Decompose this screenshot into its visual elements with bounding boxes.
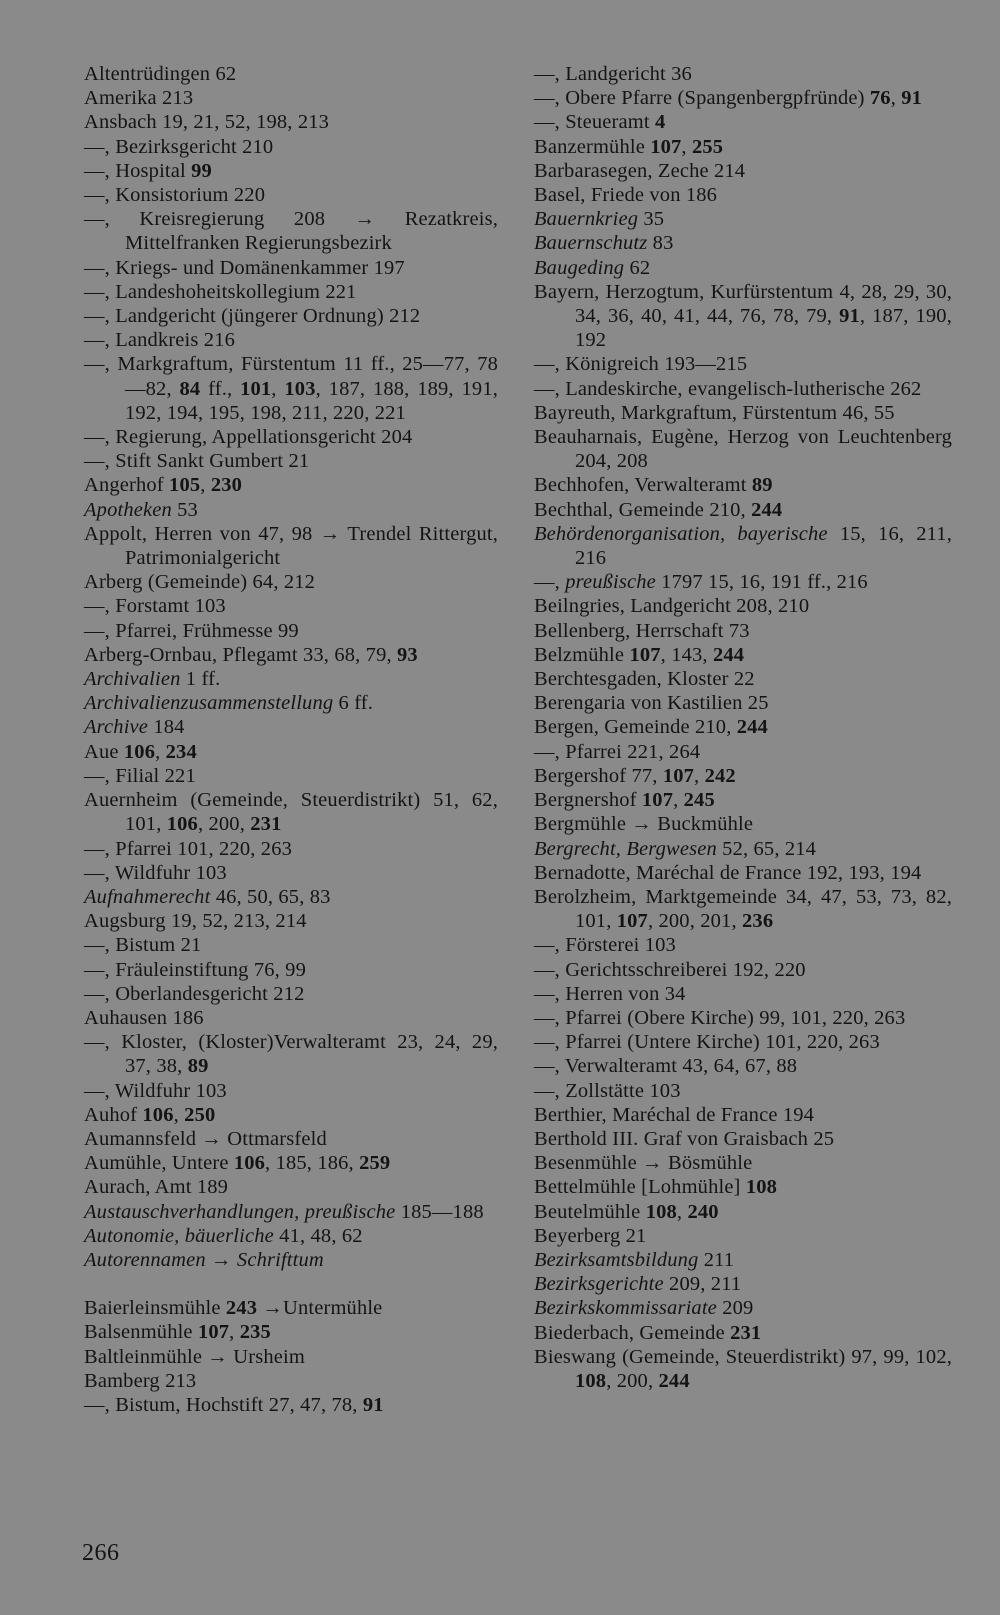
- index-entry: [534, 280, 952, 353]
- index-entry: [534, 231, 952, 255]
- entry-text: Berolzheim, Marktgemeinde 34, 47, 53, 73, 82, 101,: [534, 885, 952, 933]
- index-entry: [84, 304, 498, 328]
- entry-text: —, Regierung, Appellationsgericht 204: [84, 426, 413, 449]
- index-entry: [534, 764, 952, 788]
- index-entry: [534, 691, 952, 715]
- entry-text: Banzermühle: [534, 135, 651, 158]
- entry-text: ,: [173, 1103, 185, 1126]
- page-reference-bold: 4: [654, 111, 666, 134]
- index-entry: [534, 715, 952, 739]
- index-entry: [84, 183, 498, 207]
- entry-text: Berthier, Maréchal de France 194: [534, 1103, 815, 1126]
- entry-text: —, Gerichtsschreiberei 192, 220: [534, 958, 806, 981]
- index-entry: [84, 1393, 498, 1417]
- entry-text: Basel, Friede von 186: [534, 184, 718, 207]
- entry-text: ,: [673, 789, 684, 812]
- index-entry: [534, 1127, 952, 1151]
- index-entry: [534, 740, 952, 764]
- subject-term-italic: Behördenorganisation, bayerische: [534, 522, 828, 545]
- index-entry: [84, 110, 498, 134]
- index-entry: [534, 570, 952, 594]
- entry-text: —, Pfarrei, Frühmesse 99: [84, 619, 299, 642]
- entry-text: —, Oberlandesgericht 212: [84, 982, 305, 1005]
- entry-text: Bergnershof: [534, 789, 642, 812]
- index-column-right: [534, 62, 952, 1393]
- index-entry: [534, 958, 952, 982]
- entry-text: , 143,: [660, 643, 713, 666]
- index-entry: [534, 619, 952, 643]
- page-reference-bold: 250: [184, 1103, 216, 1126]
- index-entry: [534, 861, 952, 885]
- index-entry: [84, 1200, 498, 1224]
- page-reference-bold: 231: [250, 813, 282, 836]
- index-entry: [84, 764, 498, 788]
- index-entry: [84, 715, 498, 739]
- entry-text: Bieswang (Gemeinde, Steuerdistrikt) 97, 99, 102,: [534, 1345, 952, 1368]
- entry-text: Amerika 213: [84, 87, 194, 110]
- index-entry: [534, 643, 952, 667]
- index-entry: [534, 256, 952, 280]
- index-entry: [534, 135, 952, 159]
- index-entry: [84, 498, 498, 522]
- index-entry: [534, 110, 952, 134]
- entry-text: 1 ff.: [180, 668, 221, 691]
- entry-text: Baierleinsmühle: [84, 1297, 226, 1320]
- page-reference-bold: 105: [169, 474, 201, 497]
- index-entry: [534, 1175, 952, 1199]
- page-reference-bold: 244: [736, 716, 768, 739]
- page-reference-bold: 106: [233, 1152, 266, 1175]
- subject-term-italic: Bauernschutz: [534, 232, 648, 255]
- page-reference-bold: 236: [742, 910, 774, 933]
- index-entry: [534, 982, 952, 1006]
- index-entry: [534, 352, 952, 376]
- entry-text: Aurach, Amt 189: [84, 1176, 229, 1199]
- page-reference-bold: 108: [645, 1200, 677, 1223]
- index-entry: [84, 449, 498, 473]
- entry-text: Altentrüdingen 62: [84, 63, 237, 85]
- index-entry: [534, 62, 952, 86]
- index-entry: [84, 1079, 498, 1103]
- index-entry: [84, 522, 498, 570]
- index-entry: [534, 1296, 952, 1320]
- entry-text: —, Wildfuhr 103: [84, 861, 227, 884]
- entry-text: , 187, 190, 192: [575, 305, 952, 352]
- entry-text: —, Fräuleinstiftung 76, 99: [84, 958, 306, 981]
- entry-text: —, Herren von 34: [534, 982, 686, 1005]
- entry-text: 185—188: [395, 1200, 484, 1223]
- index-entry: [84, 159, 498, 183]
- entry-text: Berengaria von Kastilien 25: [534, 692, 769, 715]
- index-entry: [534, 401, 952, 425]
- entry-text: Beutelmühle: [534, 1200, 646, 1223]
- entry-text: —, Pfarrei 101, 220, 263: [84, 837, 292, 860]
- entry-text: , 187, 188, 189, 191, 192, 194, 195, 198, 211, 220, 221: [125, 377, 498, 424]
- entry-text: Bergershof 77,: [534, 764, 663, 787]
- entry-text: —, Zollstätte 103: [534, 1079, 681, 1102]
- subject-term-italic: Autorennamen → Schrifttum: [84, 1248, 324, 1271]
- entry-text: —, Landeskirche, evangelisch-lutherische 262: [534, 377, 922, 400]
- entry-text: —, Filial 221: [84, 764, 196, 787]
- entry-text: Aue: [84, 740, 124, 763]
- entry-text: Beauharnais, Eugène, Herzog von Leuchtenberg 204, 208: [534, 426, 952, 473]
- page-reference-bold: 91: [901, 87, 923, 110]
- entry-text: —, Markgraftum, Fürstentum 11 ff., 25—77, 78—82,: [84, 353, 498, 400]
- entry-text: —, Steueramt: [534, 111, 655, 134]
- entry-text: Beyerberg 21: [534, 1224, 647, 1247]
- entry-text: Auhof: [84, 1103, 143, 1126]
- entry-text: —, Königreich 193—215: [534, 353, 748, 376]
- entry-text: ff.,: [200, 377, 241, 400]
- entry-text: Aumühle, Untere: [84, 1152, 234, 1175]
- index-entry: [534, 1321, 952, 1345]
- page-reference-bold: 103: [284, 377, 316, 400]
- index-entry: [534, 1200, 952, 1224]
- index-entry: [84, 256, 498, 280]
- index-entry: [84, 861, 498, 885]
- entry-text: , 200, 201,: [647, 910, 743, 933]
- index-entry: [84, 788, 498, 836]
- index-entry: [534, 1272, 952, 1296]
- index-entry: [84, 691, 498, 715]
- index-entry: [84, 837, 498, 861]
- entry-text: —, Wildfuhr 103: [84, 1079, 227, 1102]
- index-entry: [84, 328, 498, 352]
- index-entry: [84, 352, 498, 425]
- entry-text: Bechhofen, Verwalteramt: [534, 474, 752, 497]
- page-reference-bold: 84: [179, 377, 201, 400]
- page-reference-bold: 234: [165, 740, 197, 763]
- entry-text: —, Obere Pfarre (Spangenbergpfründe): [534, 87, 870, 110]
- entry-text: Bergen, Gemeinde 210,: [534, 716, 737, 739]
- index-entry: [534, 667, 952, 691]
- page-reference-bold: 107: [650, 135, 682, 158]
- entry-text: 209, 211: [663, 1273, 742, 1296]
- page-number: 266: [82, 1540, 120, 1566]
- entry-text: —, Landeshoheitskollegium 221: [84, 280, 357, 303]
- entry-text: 6 ff.: [333, 692, 374, 715]
- entry-text: —, Forstamt 103: [84, 595, 226, 618]
- page-reference-bold: 243: [225, 1297, 258, 1320]
- entry-text: ,: [890, 87, 902, 110]
- index-entry: [84, 1151, 498, 1175]
- entry-text: ,: [694, 764, 705, 787]
- page-reference-bold: 108: [745, 1176, 778, 1199]
- index-entry: [84, 1127, 498, 1151]
- entry-text: Aumannsfeld → Ottmarsfeld: [84, 1127, 327, 1150]
- index-entry: [84, 425, 498, 449]
- index-entry: [84, 740, 498, 764]
- index-entry: [534, 837, 952, 861]
- index-entry: [534, 812, 952, 836]
- page-reference-bold: 99: [191, 159, 212, 182]
- entry-text: Baltleinmühle → Ursheim: [84, 1345, 305, 1368]
- entry-text: 209: [716, 1297, 754, 1320]
- index-entry: [534, 1151, 952, 1175]
- index-entry: [84, 1006, 498, 1030]
- entry-text: Berthold III. Graf von Graisbach 25: [534, 1127, 835, 1150]
- entry-text: 52, 65, 214: [716, 837, 817, 860]
- index-entry: [534, 1030, 952, 1054]
- entry-text: Arberg (Gemeinde) 64, 212: [84, 571, 316, 594]
- subject-term-italic: Austauschverhandlungen, preußische: [84, 1200, 396, 1223]
- subject-term-italic: Bezirksgerichte: [534, 1273, 664, 1296]
- page-reference-bold: 107: [197, 1321, 230, 1344]
- index-entry: [84, 1369, 498, 1393]
- index-entry: [84, 667, 498, 691]
- index-entry: [534, 183, 952, 207]
- entry-text: —, Kloster, (Kloster)Verwalteramt 23, 24, 29, 37, 38,: [84, 1031, 498, 1078]
- entry-text: Bayern, Herzogtum, Kurfürstentum 4, 28, 29, 30, 34, 36, 40, 41, 44, 76, 78, 79,: [534, 280, 952, 328]
- subject-term-italic: Aufnahmerecht: [84, 885, 211, 908]
- index-entry: [534, 933, 952, 957]
- entry-text: 53: [171, 498, 198, 521]
- entry-text: —, Landkreis 216: [84, 329, 235, 352]
- entry-text: —, Bistum, Hochstift 27, 47, 78,: [84, 1393, 363, 1416]
- entry-text: Beilngries, Landgericht 208, 210: [534, 595, 810, 618]
- index-entry: [84, 570, 498, 594]
- page-reference-bold: 91: [362, 1393, 384, 1416]
- subject-term-italic: Archivalien: [84, 668, 181, 691]
- index-entry: [534, 207, 952, 231]
- index-entry: [84, 958, 498, 982]
- entry-text: ,: [200, 474, 211, 497]
- entry-text: —,: [534, 571, 566, 594]
- index-entry: [84, 619, 498, 643]
- index-entry: [534, 159, 952, 183]
- index-entry: [84, 643, 498, 667]
- index-entry: [84, 1248, 498, 1272]
- index-entry: [534, 885, 952, 933]
- index-entry: [84, 1224, 498, 1248]
- index-entry: [84, 62, 498, 86]
- subject-term-italic: Baugeding: [534, 256, 625, 279]
- entry-text: 1797 15, 16, 191 ff., 216: [655, 571, 868, 594]
- index-entry: [84, 982, 498, 1006]
- page-reference-bold: 106: [123, 740, 156, 763]
- entry-text: Bernadotte, Maréchal de France 192, 193, 194: [534, 861, 922, 884]
- entry-text: 35: [638, 208, 665, 231]
- page-reference-bold: 231: [730, 1321, 762, 1344]
- entry-text: —, Bistum 21: [84, 934, 202, 957]
- entry-text: , 200,: [606, 1369, 659, 1392]
- entry-text: —, Kriegs- und Domänenkammer 197: [84, 256, 405, 279]
- entry-text: Belzmühle: [534, 643, 630, 666]
- entry-text: —, Hospital: [84, 159, 192, 182]
- entry-text: ,: [155, 740, 166, 763]
- page-reference-bold: 245: [683, 789, 715, 812]
- entry-text: Berchtesgaden, Kloster 22: [534, 668, 755, 691]
- index-entry: [534, 594, 952, 618]
- index-entry: [534, 425, 952, 473]
- page-reference-bold: 76: [869, 87, 891, 110]
- index-entry: [534, 1103, 952, 1127]
- index-entry: [84, 933, 498, 957]
- subject-term-italic: Archivalienzusammenstellung: [84, 692, 334, 715]
- subject-term-italic: Autonomie, bäuerliche: [84, 1224, 274, 1247]
- entry-text: 184: [148, 716, 185, 739]
- index-entry: [84, 135, 498, 159]
- subject-term-italic: Archive: [84, 716, 149, 739]
- entry-text: Bergmühle → Buckmühle: [534, 813, 754, 836]
- page-reference-bold: 244: [658, 1369, 690, 1392]
- page-reference-bold: 107: [629, 643, 661, 666]
- entry-text: —, Pfarrei (Untere Kirche) 101, 220, 263: [534, 1031, 880, 1054]
- index-column-left: [84, 62, 498, 1417]
- entry-text: 211: [698, 1248, 735, 1271]
- entry-text: 62: [624, 256, 651, 279]
- page-reference-bold: 91: [839, 305, 860, 328]
- entry-text: Balsenmühle: [84, 1321, 198, 1344]
- index-entry: [534, 788, 952, 812]
- entry-text: ,: [229, 1321, 240, 1344]
- index-entry: [534, 377, 952, 401]
- index-entry: [534, 86, 952, 110]
- entry-text: →Untermühle: [257, 1297, 383, 1320]
- entry-text: Bellenberg, Herrschaft 73: [534, 619, 750, 642]
- page-reference-bold: 107: [641, 789, 674, 812]
- entry-text: —, Verwalteramt 43, 64, 67, 88: [534, 1055, 798, 1078]
- entry-text: Ansbach 19, 21, 52, 198, 213: [84, 111, 330, 134]
- page-reference-bold: 242: [704, 764, 736, 787]
- page-reference-bold: 255: [691, 135, 724, 158]
- index-entry: [84, 86, 498, 110]
- entry-text: —, Landgericht (jüngerer Ordnung) 212: [84, 305, 421, 328]
- page-reference-bold: 93: [397, 643, 418, 666]
- index-entry: [84, 473, 498, 497]
- entry-text: , 185, 186,: [265, 1152, 360, 1175]
- entry-text: Besenmühle → Bösmühle: [534, 1152, 753, 1175]
- entry-text: 46, 50, 65, 83: [210, 885, 331, 908]
- entry-text: Bettelmühle [Lohmühle]: [534, 1176, 746, 1199]
- entry-text: —, Konsistorium 220: [84, 184, 266, 207]
- entry-text: Auernheim (Gemeinde, Steuerdistrikt) 51, 62, 101,: [84, 789, 498, 836]
- entry-text: —, Försterei 103: [534, 934, 676, 957]
- index-entry: [534, 1224, 952, 1248]
- index-entry: [84, 1320, 498, 1344]
- entry-text: ,: [681, 135, 692, 158]
- entry-text: —, Pfarrei (Obere Kirche) 99, 101, 220, 263: [534, 1006, 906, 1029]
- entry-text: 15, 16, 211, 216: [575, 522, 952, 570]
- index-entry: [534, 522, 952, 570]
- subject-term-italic: Bauernkrieg: [534, 208, 639, 231]
- page-reference-bold: 106: [166, 813, 198, 836]
- entry-text: Appolt, Herren von 47, 98 → Trendel Rittergut, Patrimonialgericht: [84, 522, 498, 570]
- index-entry: [84, 207, 498, 255]
- entry-text: —, Pfarrei 221, 264: [534, 740, 701, 763]
- page-reference-bold: 235: [239, 1321, 271, 1344]
- index-entry: [534, 1248, 952, 1272]
- index-entry: [534, 473, 952, 497]
- index-entry: [84, 909, 498, 933]
- index-entry: [534, 1079, 952, 1103]
- index-entry: [84, 1296, 498, 1320]
- entry-text: ,: [271, 377, 285, 400]
- page-reference-bold: 244: [712, 643, 745, 666]
- entry-text: 41, 48, 62: [273, 1224, 363, 1247]
- entry-text: ,: [676, 1200, 688, 1223]
- index-entry: [84, 1175, 498, 1199]
- page-reference-bold: 89: [751, 474, 773, 497]
- entry-text: Bechthal, Gemeinde 210,: [534, 498, 752, 521]
- entry-text: Augsburg 19, 52, 213, 214: [84, 910, 307, 933]
- entry-text: , 200,: [197, 813, 251, 836]
- page-reference-bold: 108: [575, 1369, 607, 1392]
- entry-text: Barbarasegen, Zeche 214: [534, 159, 746, 182]
- page-reference-bold: 240: [687, 1200, 719, 1223]
- index-entry: [534, 1345, 952, 1393]
- index-entry: [534, 1054, 952, 1078]
- entry-text: Biederbach, Gemeinde: [534, 1321, 731, 1344]
- index-entry: [84, 1103, 498, 1127]
- page-reference-bold: 106: [142, 1103, 174, 1126]
- subject-term-italic: preußische: [565, 571, 656, 594]
- entry-text: Arberg-Ornbau, Pflegamt 33, 68, 79,: [84, 643, 398, 666]
- entry-text: Angerhof: [84, 474, 170, 497]
- entry-text: 83: [647, 232, 674, 255]
- page-reference-bold: 107: [616, 910, 648, 933]
- entry-text: —, Kreisregierung 208 → Rezatkreis, Mittelfranken Regierungsbezirk: [84, 208, 498, 255]
- entry-text: Bamberg 213: [84, 1369, 197, 1392]
- index-entry: [84, 594, 498, 618]
- index-entry: [534, 498, 952, 522]
- index-entry: [534, 1006, 952, 1030]
- entry-text: —, Landgericht 36: [534, 63, 692, 85]
- page-reference-bold: 244: [751, 498, 783, 521]
- page-reference-bold: 259: [359, 1152, 391, 1175]
- page-reference-bold: 101: [240, 377, 272, 400]
- page-reference-bold: 230: [210, 474, 243, 497]
- subject-term-italic: Apotheken: [84, 498, 172, 521]
- index-entry: [84, 1030, 498, 1078]
- page-reference-bold: 89: [187, 1055, 209, 1078]
- index-entry: [84, 885, 498, 909]
- entry-text: —, Bezirksgericht 210: [84, 135, 274, 158]
- entry-text: Auhausen 186: [84, 1006, 204, 1029]
- entry-text: —, Stift Sankt Gumbert 21: [84, 450, 310, 473]
- entry-text: Bayreuth, Markgraftum, Fürstentum 46, 55: [534, 401, 895, 424]
- subject-term-italic: Bezirksamtsbildung: [534, 1248, 699, 1271]
- index-entry: [84, 280, 498, 304]
- subject-term-italic: Bezirkskommissariate: [534, 1297, 717, 1320]
- subject-term-italic: Bergrecht, Bergwesen: [534, 837, 717, 860]
- index-entry: [84, 1345, 498, 1369]
- page-reference-bold: 107: [662, 764, 695, 787]
